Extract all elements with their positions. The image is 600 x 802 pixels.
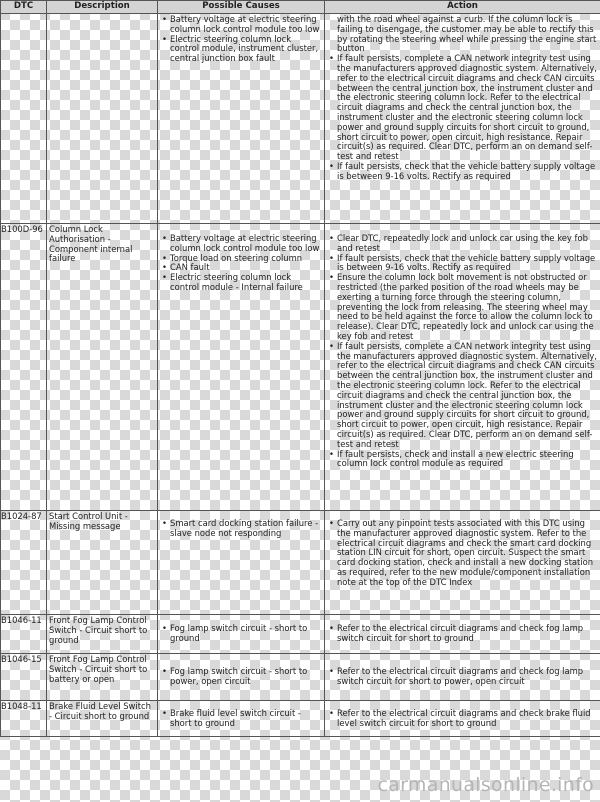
actions-list: [327, 624, 598, 644]
actions-list: [327, 54, 598, 181]
cause-item: • Brake fluid level switch circuit - short to ground: [160, 709, 322, 729]
action-item: • Ensure the column lock bolt movement is not obstructed or restricted (the parked position of the road wheels may be exerting a turning force through the steering column, preventing the lock from releasing. The steering wheel may need to be held against the force to allow the column lock to release). Clear DTC, repeatedly lock and unlock car using the key fob and retest: [327, 273, 598, 342]
dtc-code-cell: B100D-96: [1, 224, 47, 511]
table-row: [1, 224, 600, 511]
cause-item: • Fog lamp switch circuit - short to ground: [160, 624, 322, 644]
action-item: • Refer to the electrical circuit diagrams and check fog lamp switch circuit for short to ground: [327, 624, 598, 644]
cause-item: • Torque load on steering column: [160, 254, 322, 264]
causes-cell: [158, 511, 325, 615]
action-item: • If fault persists, complete a CAN network integrity test using the manufacturers approved diagnostic system. Alternatively, refer to the electrical circuit diagrams and check CAN circuits between the central junction box, the instrument cluster and the electronic steering column lock. Refer to the electrical circuit diagrams and check the central junction box, the instrument cluster and the electronic steering column lock power and ground supply circuits for short circuit to ground, short circuit to power, open circuit, high resistance. Repair circuit(s) as required. Clear DTC, perform an on demand self-test and retest: [327, 342, 598, 450]
actions-list: [327, 667, 598, 687]
description-cell: Column Lock Authorisation - Component internal failure: [47, 224, 158, 511]
actions-list: [327, 234, 598, 469]
table-row: [1, 701, 600, 737]
table-row: [1, 14, 600, 224]
action-cell: [325, 615, 600, 654]
causes-list: [160, 15, 322, 64]
cause-item: • Electric steering column lock control module - Internal failure: [160, 273, 322, 293]
causes-cell: [158, 224, 325, 511]
action-item: • If fault persists, complete a CAN network integrity test using the manufacturers approved diagnostic system. Alternatively, refer to the electrical circuit diagrams and check CAN circuits between the central junction box, the instrument cluster and the electronic steering column lock. Refer to the electrical circuit diagrams and check the central junction box, the instrument cluster and the electronic steering column lock power and ground supply circuits for short circuit to ground, short circuit to power, open circuit, high resistance. Repair circuit(s) as required. Clear DTC, perform an on demand self-test and retest: [327, 54, 598, 162]
table-row: [1, 654, 600, 701]
dtc-code-cell: [1, 14, 47, 224]
action-cell: [325, 511, 600, 615]
action-item: • Clear DTC, repeatedly lock and unlock car using the key fob and retest: [327, 234, 598, 254]
causes-cell: [158, 654, 325, 701]
action-cell: [325, 224, 600, 511]
cause-item: • Electric steering column lock control module, instrument cluster, central junction box fault: [160, 35, 322, 64]
action-item: • If fault persists, check that the vehicle battery supply voltage is between 9-16 volts. Rectify as required: [327, 162, 598, 182]
header-possible-causes: Possible Causes: [158, 1, 325, 14]
causes-list: [160, 519, 322, 539]
table-header-row: [1, 1, 600, 14]
header-action: Action: [325, 1, 600, 14]
dtc-code-cell: B1046-11: [1, 615, 47, 654]
cause-item: • Fog lamp switch circuit - short to power, open circuit: [160, 667, 322, 687]
causes-cell: [158, 14, 325, 224]
dtc-code-cell: B1048-11: [1, 701, 47, 737]
action-cell: [325, 14, 600, 224]
action-cell: [325, 701, 600, 737]
description-cell: Front Fog Lamp Control Switch - Circuit short to ground: [47, 615, 158, 654]
action-item: • If fault persists, check that the vehicle battery supply voltage is between 9-16 volts. Rectify as required: [327, 254, 598, 274]
actions-list: [327, 519, 598, 588]
dtc-code-cell: B1024-87: [1, 511, 47, 615]
header-description: Description: [47, 1, 158, 14]
causes-list: [160, 234, 322, 293]
description-cell: Brake Fluid Level Switch - Circuit short to ground: [47, 701, 158, 737]
action-item: • If fault persists, check and install a new electric steering column lock control module as required: [327, 450, 598, 470]
action-item: • Refer to the electrical circuit diagrams and check brake fluid level switch circuit for short to ground: [327, 709, 598, 729]
actions-list: [327, 709, 598, 729]
description-cell: Start Control Unit - Missing message: [47, 511, 158, 615]
cause-item: • Battery voltage at electric steering column lock control module too low: [160, 234, 322, 254]
action-cell: [325, 654, 600, 701]
site-watermark: carmanualsonline.info: [377, 774, 594, 796]
cause-item: • CAN fault: [160, 263, 322, 273]
dtc-code-cell: B1046-15: [1, 654, 47, 701]
description-cell: Front Fog Lamp Control Switch - Circuit short to battery or open: [47, 654, 158, 701]
causes-list: [160, 667, 322, 687]
causes-list: [160, 709, 322, 729]
description-cell: [47, 14, 158, 224]
table-row: [1, 615, 600, 654]
header-dtc: DTC: [1, 1, 47, 14]
action-continued-text: with the road wheel against a curb. If the column lock is failing to disengage, the customer may be able to rectify this by rotating the steering wheel while pressing the engine start button: [337, 14, 597, 54]
cause-item: • Battery voltage at electric steering column lock control module too low: [160, 15, 322, 35]
causes-cell: [158, 701, 325, 737]
causes-list: [160, 624, 322, 644]
table-row: [1, 511, 600, 615]
action-item: • Carry out any pinpoint tests associated with this DTC using the manufacturer approved diagnostic system. Refer to the electrical circuit diagrams and check the smart card docking station LIN circuit for short, open circuit. Suspect the smart card docking station, check and install a new docking station as required, refer to the new module/component installation note at the top of the DTC Index: [327, 519, 598, 588]
causes-cell: [158, 615, 325, 654]
cause-item: • Smart card docking station failure - slave node not responding: [160, 519, 322, 539]
action-item: • Refer to the electrical circuit diagrams and check fog lamp switch circuit for short to power, open circuit: [327, 667, 598, 687]
